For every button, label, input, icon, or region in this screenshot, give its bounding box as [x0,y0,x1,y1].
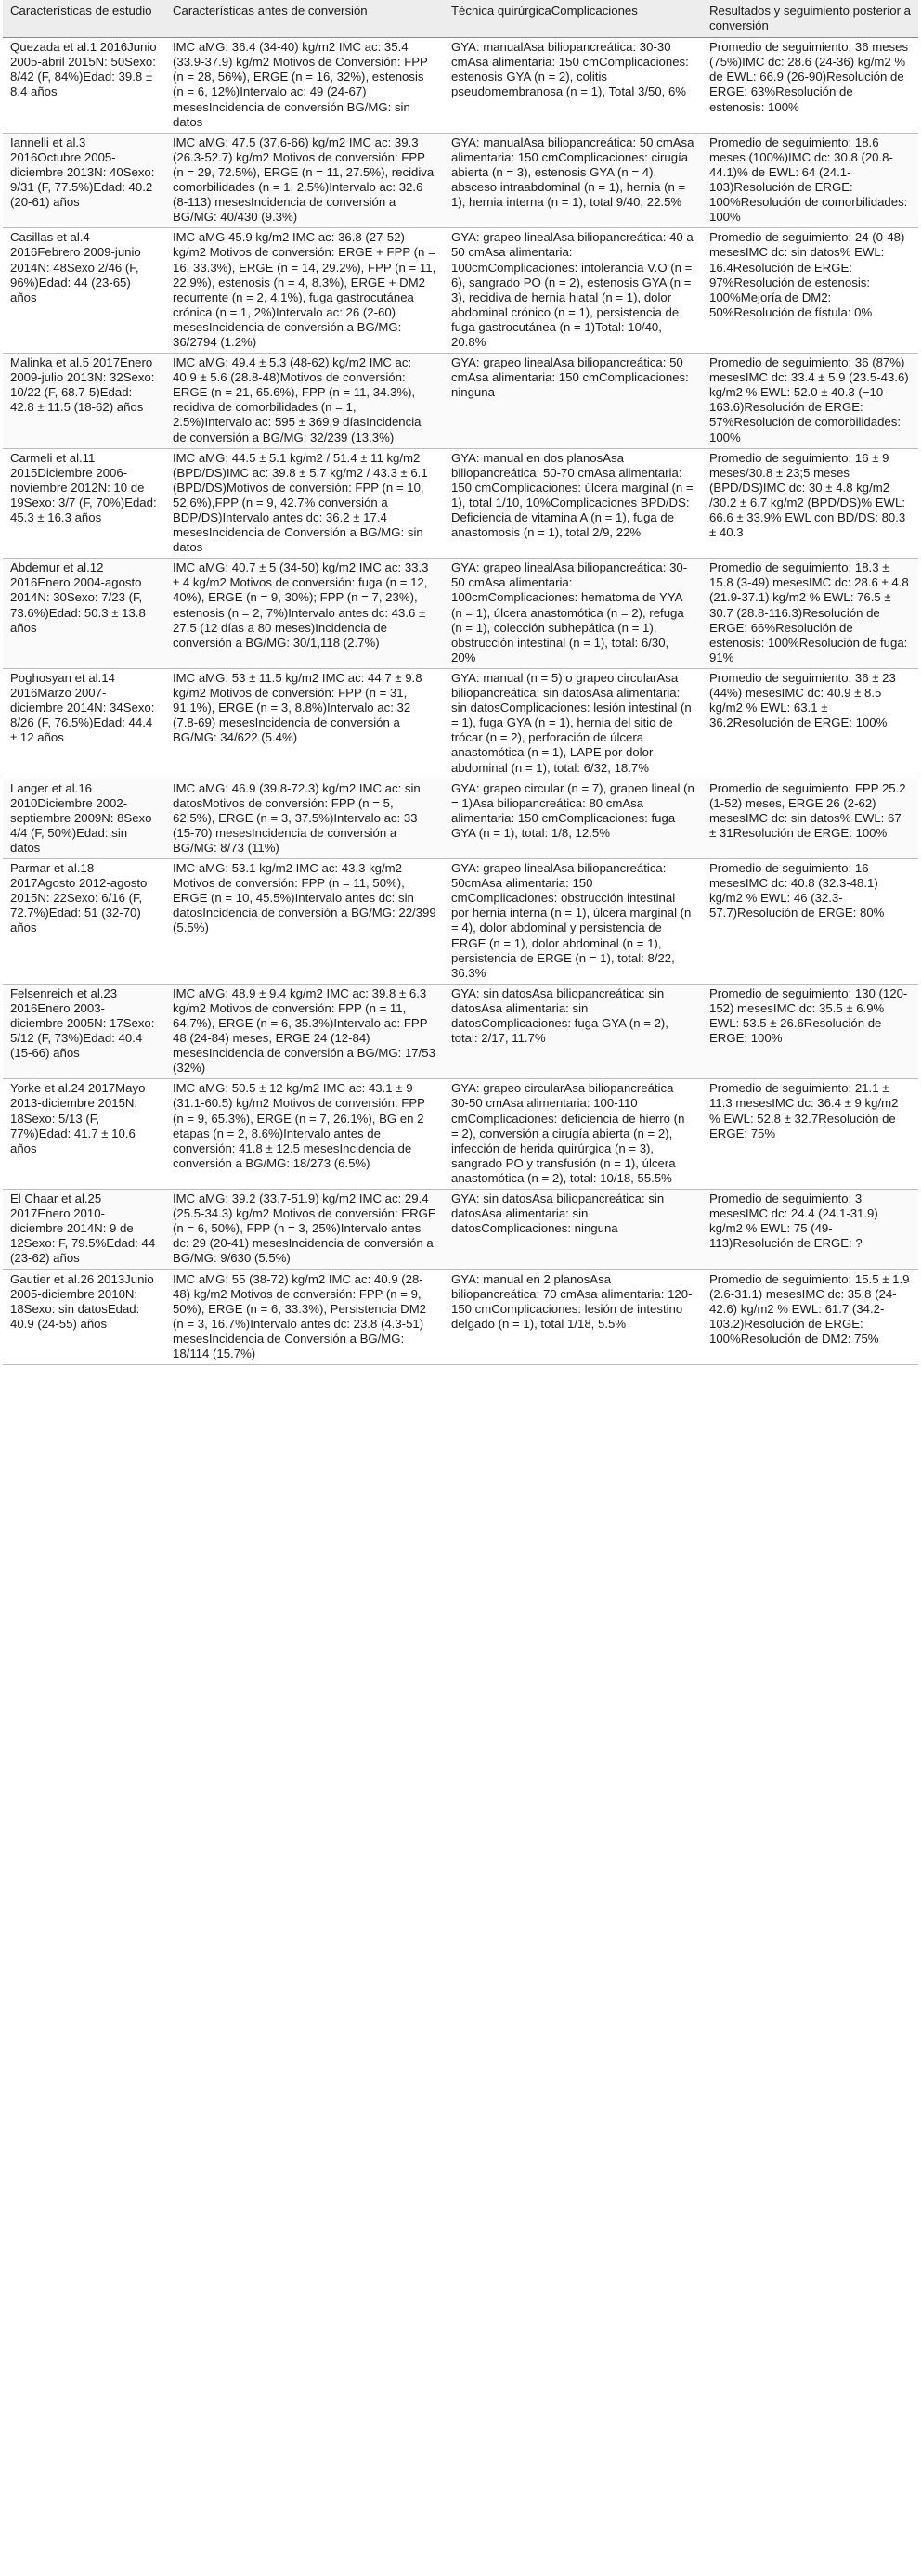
surgical-technique-cell: GYA: manualAsa biliopancreática: 30-30 cmAsa alimentaria: 150 cmComplicaciones: estenosis GYA (n = 2), colitis pseudomembranosa (n = 1), Total 3/50, 6% [444,38,702,134]
study-characteristics-cell: Quezada et al.1 2016Junio 2005-abril 2015N: 50Sexo: 8/42 (F, 84%)Edad: 39.8 ± 8.4 años [3,38,165,134]
surgical-technique-cell: GYA: grapeo linealAsa biliopancreática: 50 cmAsa alimentaria: 150 cmComplicaciones: ninguna [444,354,702,449]
table-row [3,133,918,228]
table-row [3,38,918,134]
table-row [3,228,918,354]
pre-conversion-cell: IMC aMG: 53.1 kg/m2 IMC ac: 43.3 kg/m2 Motivos de conversión: FPP (n = 11, 50%), ERGE (n = 10, 45.5%)Intervalo antes dc: sin datosIncidencia de conversión a BG/MG: 22/399 (5.5%) [165,859,444,985]
results-cell: Promedio de seguimiento: 18.6 meses (100%)IMC dc: 30.8 (20.8-44.1)% de EWL: 64 (24.1-103)Resolución de ERGE: 100%Resolución de comorbilidades: 100% [702,133,918,228]
header-surgical-technique: Técnica quirúrgicaComplicaciones [444,0,702,38]
table-row [3,668,918,779]
surgical-technique-cell: GYA: sin datosAsa biliopancreática: sin datosAsa alimentaria: sin datosComplicaciones: ninguna [444,1190,702,1269]
study-characteristics-cell: Gautier et al.26 2013Junio 2005-diciembre 2010N: 18Sexo: sin datosEdad: 40.9 (24-55) años [3,1269,165,1365]
surgical-technique-cell: GYA: manualAsa biliopancreática: 50 cmAsa alimentaria: 150 cmComplicaciones: cirugía abierta (n = 3), estenosis GYA (n = 4), absceso intraabdominal (n = 1), hernia (n = 1), hernia interna (n = 1), total 9/40, 22.5% [444,133,702,228]
study-characteristics-cell: Poghosyan et al.14 2016Marzo 2007-diciembre 2014N: 34Sexo: 8/26 (F, 76.5%)Edad: 44.4 ± 12 años [3,668,165,779]
table-row [3,1269,918,1365]
study-characteristics-cell: Casillas et al.4 2016Febrero 2009-junio 2014N: 48Sexo 2/46 (F, 96%)Edad: 44 (23-65) años [3,228,165,354]
pre-conversion-cell: IMC aMG: 36.4 (34-40) kg/m2 IMC ac: 35.4 (33.9-37.9) kg/m2 Motivos de Conversión: FPP (n = 28, 56%), ERGE (n = 16, 32%), estenosis (n = 6, 12%)Intervalo ac: 49 (24-67) mesesIncidencia de conversión BG/MG: sin datos [165,38,444,134]
results-cell: Promedio de seguimiento: 3 mesesIMC dc: 24.4 (24.1-31.9) kg/m2 % EWL: 75 (49-113)Resolución de ERGE: ? [702,1190,918,1269]
study-characteristics-cell: Yorke et al.24 2017Mayo 2013-diciembre 2015N: 18Sexo: 5/13 (F, 77%)Edad: 41.7 ± 10.6 años [3,1079,165,1190]
table-body [3,38,918,1365]
results-cell: Promedio de seguimiento: 36 meses (75%)IMC dc: 28.6 (24-36) kg/m2 % de EWL: 66.9 (26-90)Resolución de ERGE: 63%Resolución de estenosis: 100% [702,38,918,134]
surgical-technique-cell: GYA: manual en dos planosAsa biliopancreática: 50-70 cmAsa alimentaria: 150 cmComplicaciones: úlcera marginal (n = 1), total 1/10, 10%Complicaciones BPD/DS: Deficiencia de vitamina A (n = 1), fuga de anastomosis (n = 1), total 2/9, 22% [444,448,702,559]
results-cell: Promedio de seguimiento: 36 (87%) mesesIMC dc: 33.4 ± 5.9 (23.5-43.6) kg/m2 % EWL: 52.0 ± 40.3 (−10-163.6)Resolución de ERGE: 57%Resolución de comorbilidades: 100% [702,354,918,449]
table-row [3,448,918,559]
pre-conversion-cell: IMC aMG: 55 (38-72) kg/m2 IMC ac: 40.9 (28-48) kg/m2 Motivos de conversión: FPP (n = 9, 50%), ERGE (n = 6, 33.3%), Persistencia DM2 (n = 3, 16.7%)Intervalo antes dc: 23.8 (4.3-51) mesesIncidencia de Conversión a BG/MG: 18/114 (15.7%) [165,1269,444,1365]
surgical-technique-cell: GYA: grapeo linealAsa biliopancreática: 30-50 cmAsa alimentaria: 100cmComplicaciones: hematoma de YYA (n = 1), úlcera anastomótica (n = 2), refuga (n = 1), colección subhepática (n = 1), obstrucción intestinal (n = 1), total: 6/30, 20% [444,559,702,669]
results-cell: Promedio de seguimiento: 24 (0-48) mesesIMC dc: sin datos% EWL: 16.4Resolución de ERGE: 97%Resolución de estenosis: 100%Mejoría de DM2: 50%Resolución de fístula: 0% [702,228,918,354]
study-characteristics-cell: Carmeli et al.11 2015Diciembre 2006-noviembre 2012N: 10 de 19Sexo: 3/7 (F, 70%)Edad: 45.3 ± 16.3 años [3,448,165,559]
pre-conversion-cell: IMC aMG: 40.7 ± 5 (34-50) kg/m2 IMC ac: 33.3 ± 4 kg/m2 Motivos de conversión: fuga (n = 12, 40%), ERGE (n = 9, 30%); FPP (n = 7, 23%), estenosis (n = 2, 7%)Intervalo antes dc: 43.6 ± 27.5 (12 días a 80 meses)Incidencia de conversión a BG/MG: 30/1,118 (2.7%) [165,559,444,669]
pre-conversion-cell: IMC aMG: 47.5 (37.6-66) kg/m2 IMC ac: 39.3 (26.3-52.7) kg/m2 Motivos de conversión: FPP (n = 29, 72.5%), ERGE (n = 11, 27.5%), recidiva comorbilidades (n = 1, 2.5%)Intervalo ac: 32.6 (8-113) mesesIncidencia de conversión a BG/MG: 40/430 (9.3%) [165,133,444,228]
surgical-technique-cell: GYA: grapeo linealAsa biliopancreática: 50cmAsa alimentaria: 150 cmComplicaciones: obstrucción intestinal por hernia interna (n = 1), úlcera marginal (n = 4), dolor abdominal y persistencia de ERGE (n = 1), dolor abdominal (n = 1), persistencia de ERGE (n = 1), total: 8/22, 36.3% [444,859,702,985]
study-characteristics-cell: Parmar et al.18 2017Agosto 2012-agosto 2015N: 22Sexo: 6/16 (F, 72.7%)Edad: 51 (32-70) años [3,859,165,985]
header-row [3,0,918,38]
header-pre-conversion: Características antes de conversión [165,0,444,38]
surgical-technique-cell: GYA: sin datosAsa biliopancreática: sin datosAsa alimentaria: sin datosComplicaciones: fuga GYA (n = 2), total: 2/17, 11.7% [444,984,702,1079]
table-row [3,779,918,858]
table-row [3,984,918,1079]
surgical-technique-cell: GYA: manual en 2 planosAsa biliopancreática: 70 cmAsa alimentaria: 120-150 cmComplicaciones: lesión de intestino delgado (n = 1), total 1/18, 5.5% [444,1269,702,1365]
results-cell: Promedio de seguimiento: 16 ± 9 meses/30.8 ± 23;5 meses (BPD/DS)IMC dc: 30 ± 4.8 kg/m2 /30.2 ± 6.7 kg/m2 (BPD/DS)% EWL: 66.6 ± 33.9% EWL con BD/DS: 80.3 ± 40.3 [702,448,918,559]
results-cell: Promedio de seguimiento: 130 (120-152) mesesIMC dc: 35.5 ± 6.9% EWL: 53.5 ± 26.6Resolución de ERGE: 100% [702,984,918,1079]
table-row [3,354,918,449]
pre-conversion-cell: IMC aMG: 46.9 (39.8-72.3) kg/m2 IMC ac: sin datosMotivos de conversión: FPP (n = 5, 62.5%), ERGE (n = 3, 37.5%)Intervalo ac: 33 (15-70) mesesIncidencia de conversión a BG/MG: 8/73 (11%) [165,779,444,858]
pre-conversion-cell: IMC aMG: 48.9 ± 9.4 kg/m2 IMC ac: 39.8 ± 6.3 kg/m2 Motivos de conversión: FPP (n = 11, 64.7%), ERGE (n = 6, 35.3%)Intervalo ac: FPP 48 (24-84) meses, ERGE 24 (12-84) mesesIncidencia de conversión a BG/MG: 17/53 (32%) [165,984,444,1079]
pre-conversion-cell: IMC aMG: 53 ± 11.5 kg/m2 IMC ac: 44.7 ± 9.8 kg/m2 Motivos de conversión: FPP (n = 31, 91.1%), ERGE (n = 3, 8.8%)Intervalo ac: 32 (7.8-69) mesesIncidencia de conversión a BG/MG: 34/622 (5.4%) [165,668,444,779]
surgical-technique-cell: GYA: grapeo circular (n = 7), grapeo lineal (n = 1)Asa biliopancreática: 80 cmAsa alimentaria: 150 cmComplicaciones: fuga GYA (n = 1), total: 1/8, 12.5% [444,779,702,858]
pre-conversion-cell: IMC aMG 45.9 kg/m2 IMC ac: 36.8 (27-52) kg/m2 Motivos de conversión: ERGE + FPP (n = 16, 33.3%), ERGE (n = 14, 29.2%), FPP (n = 11, 22.9%), estenosis (n = 4, 8.3%), ERGE + DM2 recurrente (n = 2, 4.1%), fuga gastrocutánea crónica (n = 1, 2%)Intervalo ac: 26 (2-60) mesesIncidencia de conversión a BG/MG: 36/2794 (1.2%) [165,228,444,354]
study-characteristics-cell: Iannelli et al.3 2016Octubre 2005-diciembre 2013N: 40Sexo: 9/31 (F, 77.5%)Edad: 40.2 (20-61) años [3,133,165,228]
table-row [3,559,918,669]
surgical-technique-cell: GYA: grapeo circularAsa biliopancreática 30-50 cmAsa alimentaria: 100-110 cmComplicaciones: deficiencia de hierro (n = 2), conversión a cirugía abierta (n = 2), infección de herida quirúrgica (n = 3), sangrado PO y transfusión (n = 1), úlcera anastomótica (n = 2), total: 10/18, 55.5% [444,1079,702,1190]
header-study-characteristics: Características de estudio [3,0,165,38]
study-characteristics-cell: Felsenreich et al.23 2016Enero 2003-diciembre 2005N: 17Sexo: 5/12 (F, 73%)Edad: 40.4 (15-66) años [3,984,165,1079]
surgical-technique-cell: GYA: grapeo linealAsa biliopancreática: 40 a 50 cmAsa alimentaria: 100cmComplicaciones: intolerancia V.O (n = 6), sangrado PO (n = 2), estenosis GYA (n = 3), recidiva de hernia hiatal (n = 1), dolor abdominal crónico (n = 1), persistencia de fuga gastrocutánea (n = 1)Total: 10/40, 20.8% [444,228,702,354]
table-row [3,1190,918,1269]
results-cell: Promedio de seguimiento: 36 ± 23 (44%) mesesIMC dc: 40.9 ± 8.5 kg/m2 % EWL: 63.1 ± 36.2Resolución de ERGE: 100% [702,668,918,779]
study-characteristics-cell: Langer et al.16 2010Diciembre 2002- septiembre 2009N: 8Sexo 4/4 (F, 50%)Edad: sin datos [3,779,165,858]
header-results-followup: Resultados y seguimiento posterior a conversión [702,0,918,38]
results-cell: Promedio de seguimiento: FPP 25.2 (1-52) meses, ERGE 26 (2-62) mesesIMC dc: sin datos% EWL: 67 ± 31Resolución de ERGE: 100% [702,779,918,858]
studies-table [3,0,918,1365]
table-row [3,859,918,985]
pre-conversion-cell: IMC aMG: 49.4 ± 5.3 (48-62) kg/m2 IMC ac: 40.9 ± 5.6 (28.8-48)Motivos de conversión: ERGE (n = 21, 65.6%), FPP (n = 11, 34.3%), recidiva de comorbilidades (n = 1, 2.5%)Intervalo ac: 595 ± 369.9 díasIncidencia de conversión a BG/MG: 32/239 (13.3%) [165,354,444,449]
pre-conversion-cell: IMC aMG: 50.5 ± 12 kg/m2 IMC ac: 43.1 ± 9 (31.1-60.5) kg/m2 Motivos de conversión: FPP (n = 9, 65.3%), ERGE (n = 7, 26.1%), BG en 2 etapas (n = 2, 8.6%)Intervalo antes de conversión: 41.8 ± 12.5 mesesIncidencia de conversión a BG/MG: 18/273 (6.5%) [165,1079,444,1190]
results-cell: Promedio de seguimiento: 16 mesesIMC dc: 40.8 (32.3-48.1) kg/m2 % EWL: 46 (32.3-57.7)Resolución de ERGE: 80% [702,859,918,985]
pre-conversion-cell: IMC aMG: 39.2 (33.7-51.9) kg/m2 IMC ac: 29.4 (25.5-34.3) kg/m2 Motivos de conversión: ERGE (n = 6, 50%), FPP (n = 3, 25%)Intervalo antes dc: 29 (20-41) mesesIncidencia de conversión a BG/MG: 9/630 (5.5%) [165,1190,444,1269]
results-cell: Promedio de seguimiento: 15.5 ± 1.9 (2.6-31.1) mesesIMC dc: 35.8 (24-42.6) kg/m2 % EWL: 61.7 (34.2-103.2)Resolución de ERGE: 100%Resolución de DM2: 75% [702,1269,918,1365]
table-header [3,0,918,38]
study-characteristics-cell: Abdemur et al.12 2016Enero 2004-agosto 2014N: 30Sexo: 7/23 (F, 73.6%)Edad: 50.3 ± 13.8 años [3,559,165,669]
results-cell: Promedio de seguimiento: 21.1 ± 11.3 mesesIMC dc: 36.4 ± 9 kg/m2 % EWL: 52.8 ± 32.7Resolución de ERGE: 75% [702,1079,918,1190]
study-characteristics-cell: Malinka et al.5 2017Enero 2009-julio 2013N: 32Sexo: 10/22 (F, 68.7-5)Edad: 42.8 ± 11.5 (18-62) años [3,354,165,449]
pre-conversion-cell: IMC aMG: 44.5 ± 5.1 kg/m2 / 51.4 ± 11 kg/m2 (BPD/DS)IMC ac: 39.8 ± 5.7 kg/m2 / 43.3 ± 6.1 (BPD/DS)Motivos de conversión: FPP (n = 10, 52.6%),FPP (n = 9, 42.7% conversión a BDP/DS)Intervalo antes dc: 36.2 ± 17.4 mesesIncidencia de Conversión a BG/MG: sin datos [165,448,444,559]
results-cell: Promedio de seguimiento: 18.3 ± 15.8 (3-49) mesesIMC dc: 28.6 ± 4.8 (21.9-37.1) kg/m2 % EWL: 76.5 ± 30.7 (28.8-116.3)Resolución de ERGE: 66%Resolución de estenosis: 100%Resolución de fuga: 91% [702,559,918,669]
surgical-technique-cell: GYA: manual (n = 5) o grapeo circularAsa biliopancreática: sin datosAsa alimentaria: sin datosComplicaciones: lesión intestinal (n = 1), fuga GYA (n = 1), hernia del sitio de trócar (n = 2), perforación de úlcera anastomótica (n = 1), LAPE por dolor abdominal (n = 1), total: 6/32, 18.7% [444,668,702,779]
table-row [3,1079,918,1190]
study-characteristics-cell: El Chaar et al.25 2017Enero 2010-diciembre 2014N: 9 de 12Sexo: F, 79.5%Edad: 44 (23-62) años [3,1190,165,1269]
